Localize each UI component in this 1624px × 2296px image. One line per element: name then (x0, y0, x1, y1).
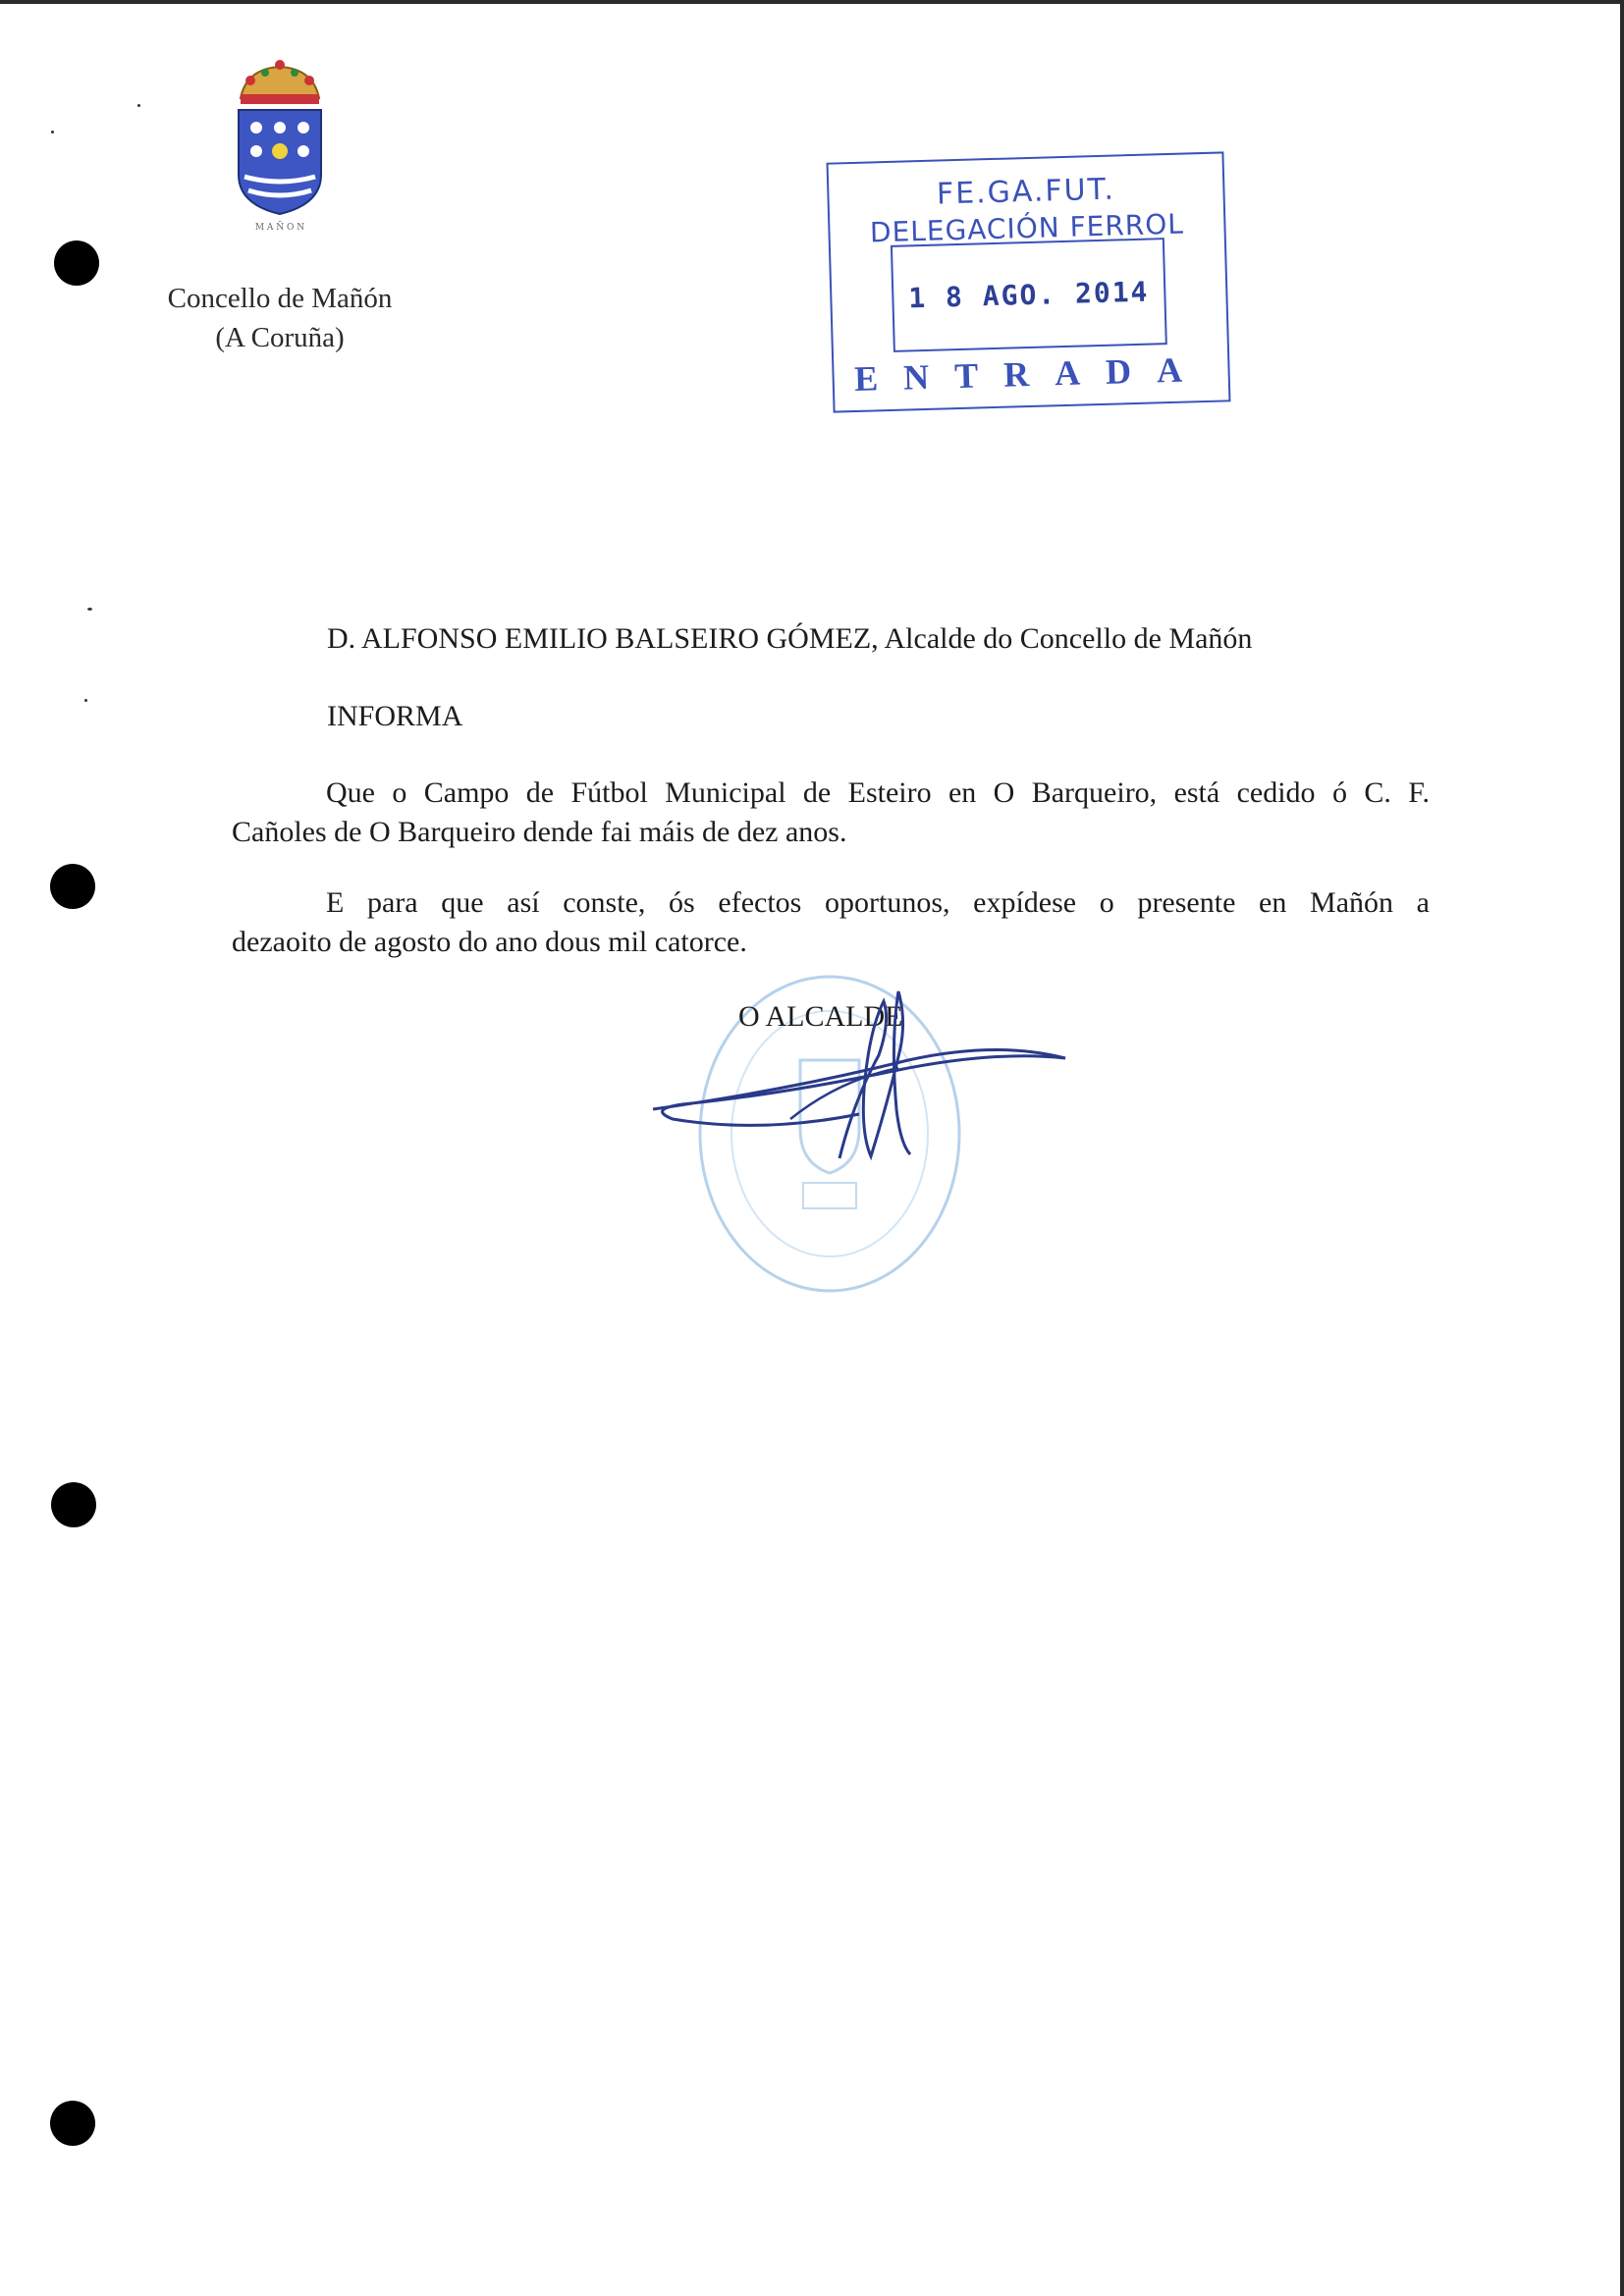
paragraph-1 (232, 774, 1430, 852)
entry-stamp (827, 151, 1231, 412)
paragraph-2 (232, 883, 1430, 962)
handwritten-signature (643, 962, 1075, 1178)
heading-informa: INFORMA (327, 700, 463, 732)
coat-of-arms-icon (221, 57, 339, 234)
paragraph-1-line-1: Que o Campo de Fútbol Municipal de Esteiro en O Barqueiro, está cedido ó C. F. (326, 776, 1430, 809)
svg-text:M A Ñ O N: M A Ñ O N (254, 223, 305, 233)
stamp-organization: FE.GA.FUT. (936, 172, 1116, 212)
signature-title: O ALCALDE (738, 1000, 903, 1033)
paragraph-2-line-2: dezaoito de agosto do ano dous mil catorce. (232, 926, 747, 958)
punch-hole (54, 240, 99, 286)
council-region: (A Coruña) (215, 322, 345, 353)
punch-hole (50, 2101, 95, 2146)
scan-edge-right (1620, 0, 1624, 2296)
scan-speck (84, 699, 87, 702)
paragraph-1-line-2: Cañoles de O Barqueiro dende fai máis de dez anos. (232, 816, 847, 848)
stamp-date: 1 8 AGO. 2014 (907, 275, 1150, 315)
scan-speck (87, 608, 92, 611)
council-heading (137, 279, 422, 357)
punch-hole (50, 864, 95, 909)
stamp-delegation: DELEGACIÓN FERROL (869, 207, 1185, 249)
scan-edge-top (0, 0, 1624, 4)
stamp-date-box (891, 238, 1167, 352)
punch-hole (51, 1482, 96, 1527)
council-name: Concello de Mañón (167, 283, 393, 314)
scan-speck (51, 131, 54, 133)
paragraph-2-line-1: E para que así conste, ós efectos oportunos, expídese o presente en Mañón a (326, 886, 1430, 919)
addressee-line: D. ALFONSO EMILIO BALSEIRO GÓMEZ, Alcalde do Concello de Mañón (327, 622, 1253, 655)
stamp-entrada: ENTRADA (853, 348, 1209, 399)
scan-speck (137, 104, 140, 107)
